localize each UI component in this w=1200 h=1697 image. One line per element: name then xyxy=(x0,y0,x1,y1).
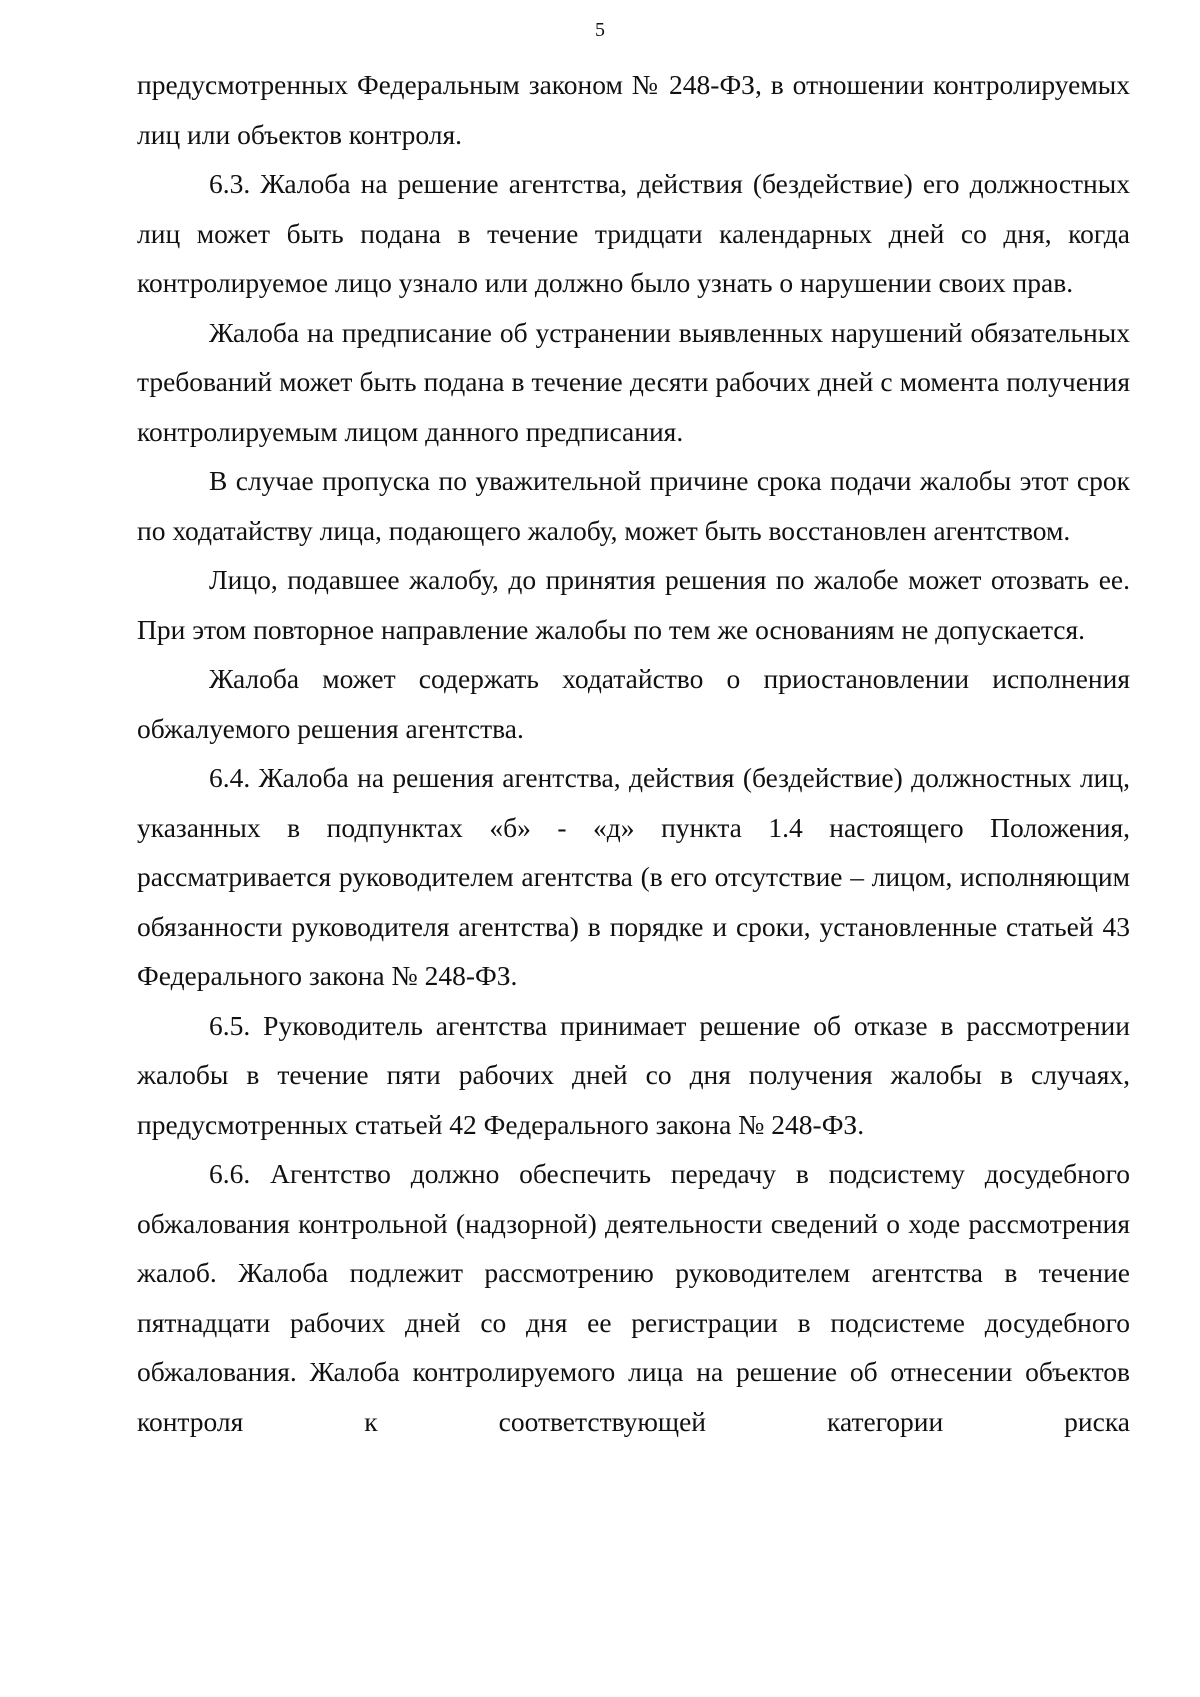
document-body xyxy=(137,60,1130,1446)
paragraph-6-5: 6.5. Руководитель агентства принимает решение об отказе в рассмотрении жалобы в течение пяти рабочих дней со дня получения жалобы в случаях, предусмотренных статьей 42 Федерального закона № 248-ФЗ. xyxy=(137,1009,1130,1140)
paragraph-suspension-request: Жалоба может содержать ходатайство о приостановлении исполнения обжалуемого решения агентства. xyxy=(137,663,1130,744)
paragraph-6-6: 6.6. Агентство должно обеспечить передачу в подсистему досудебного обжалования контрольной (надзорной) деятельности сведений о ходе рассмотрения жалоб. Жалоба подлежит рассмотрению руководителем агентства в течение пятнадцати рабочих дней со дня ее регистрации в подсистеме досудебного обжалования. Жалоба контролируемого лица на решение об отнесении объектов контроля к соответствующей категории риска xyxy=(137,1158,1130,1437)
paragraph-continuation: предусмотренных Федеральным законом № 248-ФЗ, в отношении контролируемых лиц или объектов контроля. xyxy=(137,69,1130,150)
paragraph-withdrawal: Лицо, подавшее жалобу, до принятия решения по жалобе может отозвать ее. При этом повторное направление жалобы по тем же основаниям не допускается. xyxy=(137,564,1130,645)
paragraph-prescription-complaint: Жалоба на предписание об устранении выявленных нарушений обязательных требований может быть подана в течение десяти рабочих дней с момента получения контролируемым лицом данного предписания. xyxy=(137,316,1130,447)
paragraph-6-3: 6.3. Жалоба на решение агентства, действия (бездействие) его должностных лиц может быть подана в течение тридцати календарных дней со дня, когда контролируемое лицо узнало или должно было узнать о нарушении своих прав. xyxy=(137,168,1130,298)
paragraph-missed-deadline: В случае пропуска по уважительной причине срока подачи жалобы этот срок по ходатайству лица, подающего жалобу, может быть восстановлен агентством. xyxy=(137,465,1130,546)
paragraph-6-4: 6.4. Жалоба на решения агентства, действия (бездействие) должностных лиц, указанных в подпунктах «б» - «д» пункта 1.4 настоящего Положения, рассматривается руководителем агентства (в его отсутствие – лицом, исполняющим обязанности руководителя агентства) в порядке и сроки, установленные статьей 43 Федерального закона № 248-ФЗ. xyxy=(137,762,1130,991)
page-number: 5 xyxy=(595,19,605,41)
